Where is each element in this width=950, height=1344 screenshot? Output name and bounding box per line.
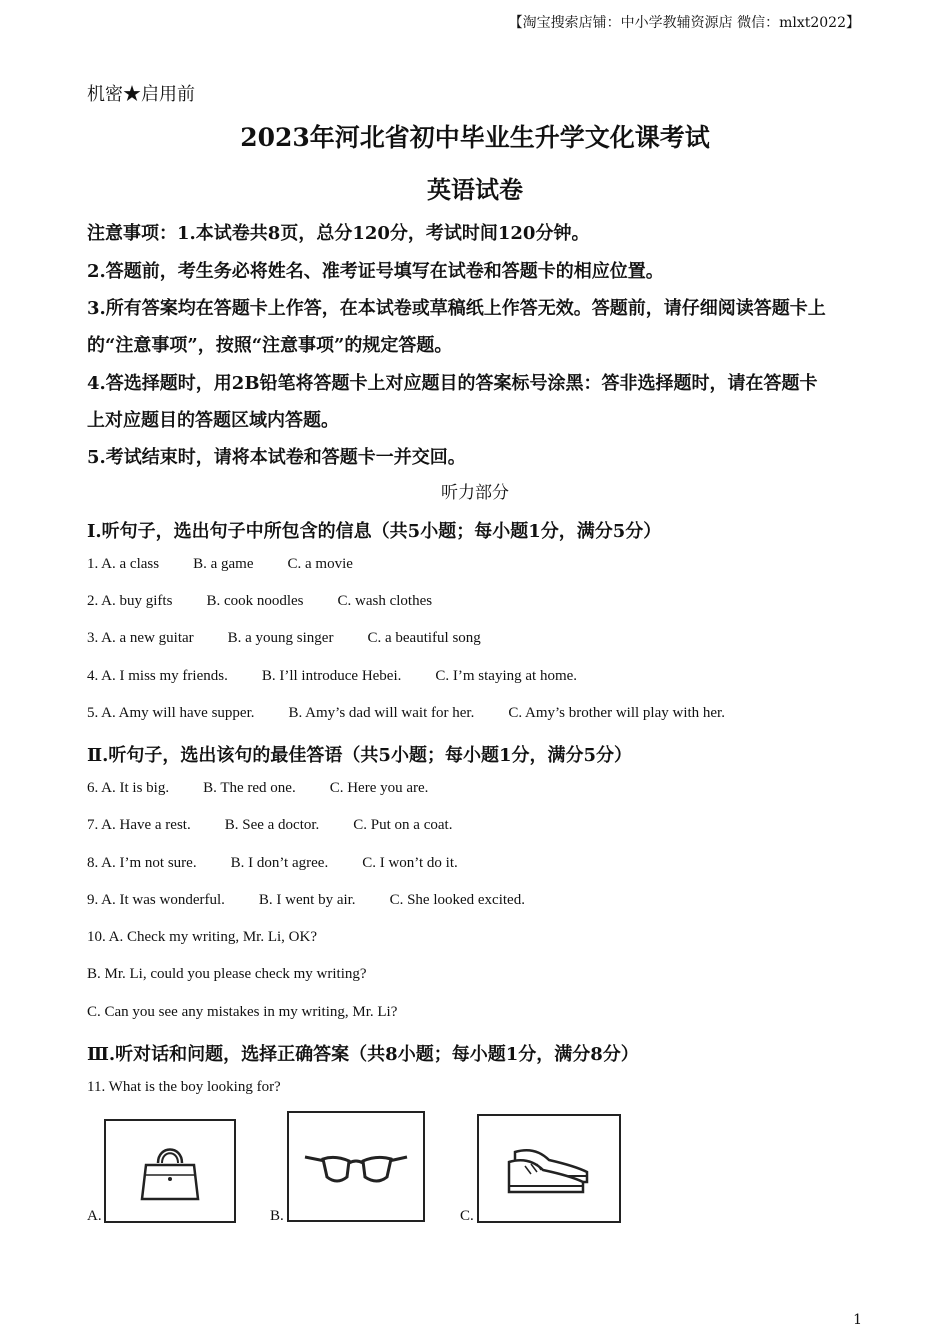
option-c-label: C. — [460, 1208, 474, 1224]
sneakers-icon — [479, 1116, 619, 1221]
note-line-2: 2.答题前，考生务必将姓名、准考证号填写在试卷和答题卡的相应位置。 — [87, 261, 664, 282]
question-10-c: C. Can you see any mistakes in my writing, Mr. Li? — [87, 1004, 398, 1020]
handbag-icon — [106, 1121, 234, 1221]
question-11: 11. What is the boy looking for? — [87, 1079, 281, 1095]
question-10-a: 10. A. Check my writing, Mr. Li, OK? — [87, 929, 317, 945]
question-4: 4. A. I miss my friends. B. I’ll introduce Hebei. C. I’m staying at home. — [87, 668, 578, 684]
note-line-4: 的“注意事项”，按照“注意事项”的规定答题。 — [87, 335, 453, 356]
option-a-label: A. — [87, 1208, 102, 1224]
note-line-7: 5.考试结束时，请将本试卷和答题卡一并交回。 — [87, 447, 466, 468]
page-number: 1 — [853, 1312, 862, 1328]
question-5: 5. A. Amy will have supper. B. Amy’s dad will wait for her. C. Amy’s brother will play with her. — [87, 705, 725, 721]
question-2: 2. A. buy gifts B. cook noodles C. wash clothes — [87, 593, 433, 609]
option-a-image — [104, 1119, 236, 1223]
question-1: 1. A. a class B. a game C. a movie — [87, 556, 353, 572]
section-3-title: Ⅲ.听对话和问题，选择正确答案（共8小题；每小题1分，满分8分） — [87, 1044, 639, 1065]
section-2-title: Ⅱ.听句子，选出该句的最佳答语（共5小题；每小题1分，满分5分） — [87, 745, 633, 766]
question-6: 6. A. It is big. B. The red one. C. Here you are. — [87, 780, 429, 796]
note-line-1: 注意事项：1.本试卷共8页，总分120分，考试时间120分钟。 — [87, 223, 590, 244]
question-8: 8. A. I’m not sure. B. I don’t agree. C. I won’t do it. — [87, 855, 458, 871]
question-10-b: B. Mr. Li, could you please check my writing? — [87, 966, 367, 982]
question-7: 7. A. Have a rest. B. See a doctor. C. Put on a coat. — [87, 817, 453, 833]
listening-title: 听力部分 — [441, 483, 509, 503]
question-3: 3. A. a new guitar B. a young singer C. a beautiful song — [87, 630, 481, 646]
option-b-label: B. — [270, 1208, 284, 1224]
question-9: 9. A. It was wonderful. B. I went by air. C. She looked excited. — [87, 892, 525, 908]
section-1-title: Ⅰ.听句子，选出句子中所包含的信息（共5小题；每小题1分，满分5分） — [87, 521, 662, 542]
watermark-text: 【淘宝搜索店铺：中小学教辅资源店 微信：mlxt2022】 — [508, 15, 860, 31]
option-b-image — [287, 1111, 425, 1222]
exam-subtitle: 英语试卷 — [427, 175, 523, 204]
exam-title: 2023年河北省初中毕业生升学文化课考试 — [240, 123, 710, 152]
note-line-5: 4.答选择题时，用2B铅笔将答题卡上对应题目的答案标号涂黑：答非选择题时，请在答题卡 — [87, 373, 818, 394]
glasses-icon — [289, 1113, 423, 1220]
option-c-image — [477, 1114, 621, 1223]
note-line-6: 上对应题目的答题区域内答题。 — [87, 410, 339, 431]
confidential-label: 机密★启用前 — [87, 84, 195, 105]
note-line-3: 3.所有答案均在答题卡上作答，在本试卷或草稿纸上作答无效。答题前，请仔细阅读答题卡上 — [87, 298, 826, 319]
